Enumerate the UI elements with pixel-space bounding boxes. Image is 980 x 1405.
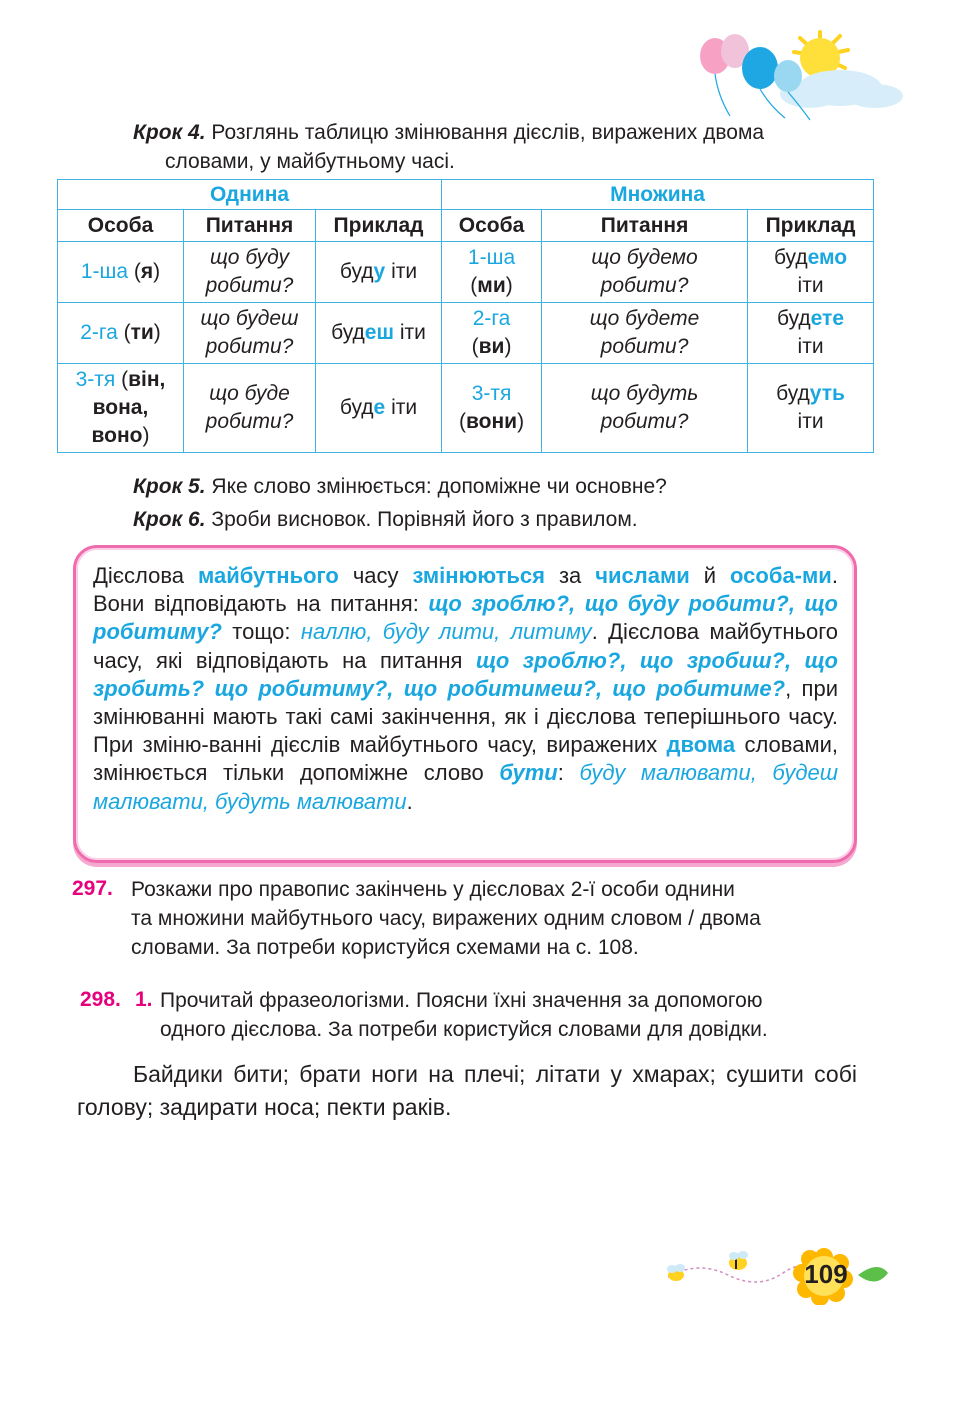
person-cell: 2-га (ви) <box>442 303 542 364</box>
person-cell: 1-ша (ми) <box>442 242 542 303</box>
example-cell: буде іти <box>316 364 442 453</box>
exercise-297-line: та множини майбутнього часу, виражених одним словом / двома <box>131 907 761 930</box>
step-4-label: Крок 4. <box>133 121 206 144</box>
step-6-text: Зроби висновок. Порівняй його з правилом. <box>211 508 638 531</box>
step-5-label: Крок 5. <box>133 475 206 498</box>
bee-icon <box>729 1251 748 1270</box>
column-header: Питання <box>542 210 748 242</box>
step-4-text: Розглянь таблицю змінювання дієслів, виражених двома <box>211 121 765 144</box>
question-cell: що будеш робити? <box>184 303 316 364</box>
column-header: Питання <box>184 210 316 242</box>
column-header: Особа <box>58 210 184 242</box>
step-5-text: Яке слово змінюється: допоміжне чи основне? <box>211 475 667 498</box>
exercise-298-subnumber: 1. <box>135 988 153 1011</box>
rule-text: Дієслова майбутнього часу змінюються за числами й особа-ми. Вони відповідають на питання: що зроблю?, що буду робити?, що робитиму? тощо: наллю, буду лити, литиму. Дієслова майбутнього часу, які відповідають на питання що зроблю?, що зробиш?, що зробить? що робитиму?, що робитимеш?, що робитиме?, при змінюванні мають такі самі закінчення, як і дієслова теперішнього часу. При зміню-ванні дієслів майбутнього часу, виражених двома словами, змінюється тільки допоміжне слово бути: буду малювати, будеш малювати, будуть малювати. <box>93 563 838 814</box>
exercise-298-number: 298. <box>80 988 121 1011</box>
table-group-header-row <box>58 180 874 210</box>
bees-sunflower-decoration <box>658 1245 888 1305</box>
example-cell: будемо іти <box>748 242 874 303</box>
example-cell: буду іти <box>316 242 442 303</box>
question-cell: що будуть робити? <box>542 364 748 453</box>
question-cell: що будете робити? <box>542 303 748 364</box>
step-4 <box>133 118 764 147</box>
table-header-row <box>58 210 874 242</box>
table-row <box>58 303 874 364</box>
page-number: 109 <box>804 1259 848 1289</box>
question-cell: що будемо робити? <box>542 242 748 303</box>
question-cell: що буду робити? <box>184 242 316 303</box>
example-cell: будете іти <box>748 303 874 364</box>
exercise-298-line: Прочитай фразеологізми. Поясни їхні значення за допомогою <box>160 989 763 1012</box>
exercise-297-line: Розкажи про правопис закінчень у дієсловах 2-ї особи однини <box>131 878 735 901</box>
person-cell: 1-ша (я) <box>58 242 184 303</box>
step-5 <box>133 472 667 501</box>
table-row <box>58 242 874 303</box>
step-6-label: Крок 6. <box>133 508 206 531</box>
conjugation-table <box>57 179 874 453</box>
exercise-297-line: словами. За потреби користуйся схемами на с. 108. <box>131 936 639 959</box>
balloons-sun-decoration <box>690 26 910 126</box>
column-header: Приклад <box>748 210 874 242</box>
table-row <box>58 364 874 453</box>
example-cell: будеш іти <box>316 303 442 364</box>
exercise-298-line: одного дієслова. За потреби користуйся словами для довідки. <box>160 1018 768 1041</box>
example-cell: будуть іти <box>748 364 874 453</box>
plural-header: Множина <box>442 180 874 210</box>
phraseologisms-text: Байдики бити; брати ноги на плечі; літати у хмарах; сушити собі голову; задирати носа; пекти раків. <box>77 1061 857 1120</box>
person-cell: 2-га (ти) <box>58 303 184 364</box>
column-header: Приклад <box>316 210 442 242</box>
exercise-297-number: 297. <box>72 877 113 900</box>
question-cell: що буде робити? <box>184 364 316 453</box>
person-cell: 3-тя (вони) <box>442 364 542 453</box>
balloon-icon <box>700 34 810 120</box>
step-6 <box>133 505 638 534</box>
step-4-text-2: словами, у майбутньому часі. <box>165 150 455 173</box>
singular-header: Однина <box>58 180 442 210</box>
bee-icon <box>667 1264 685 1281</box>
person-cell: 3-тя (він, вона, воно) <box>58 364 184 453</box>
column-header: Особа <box>442 210 542 242</box>
